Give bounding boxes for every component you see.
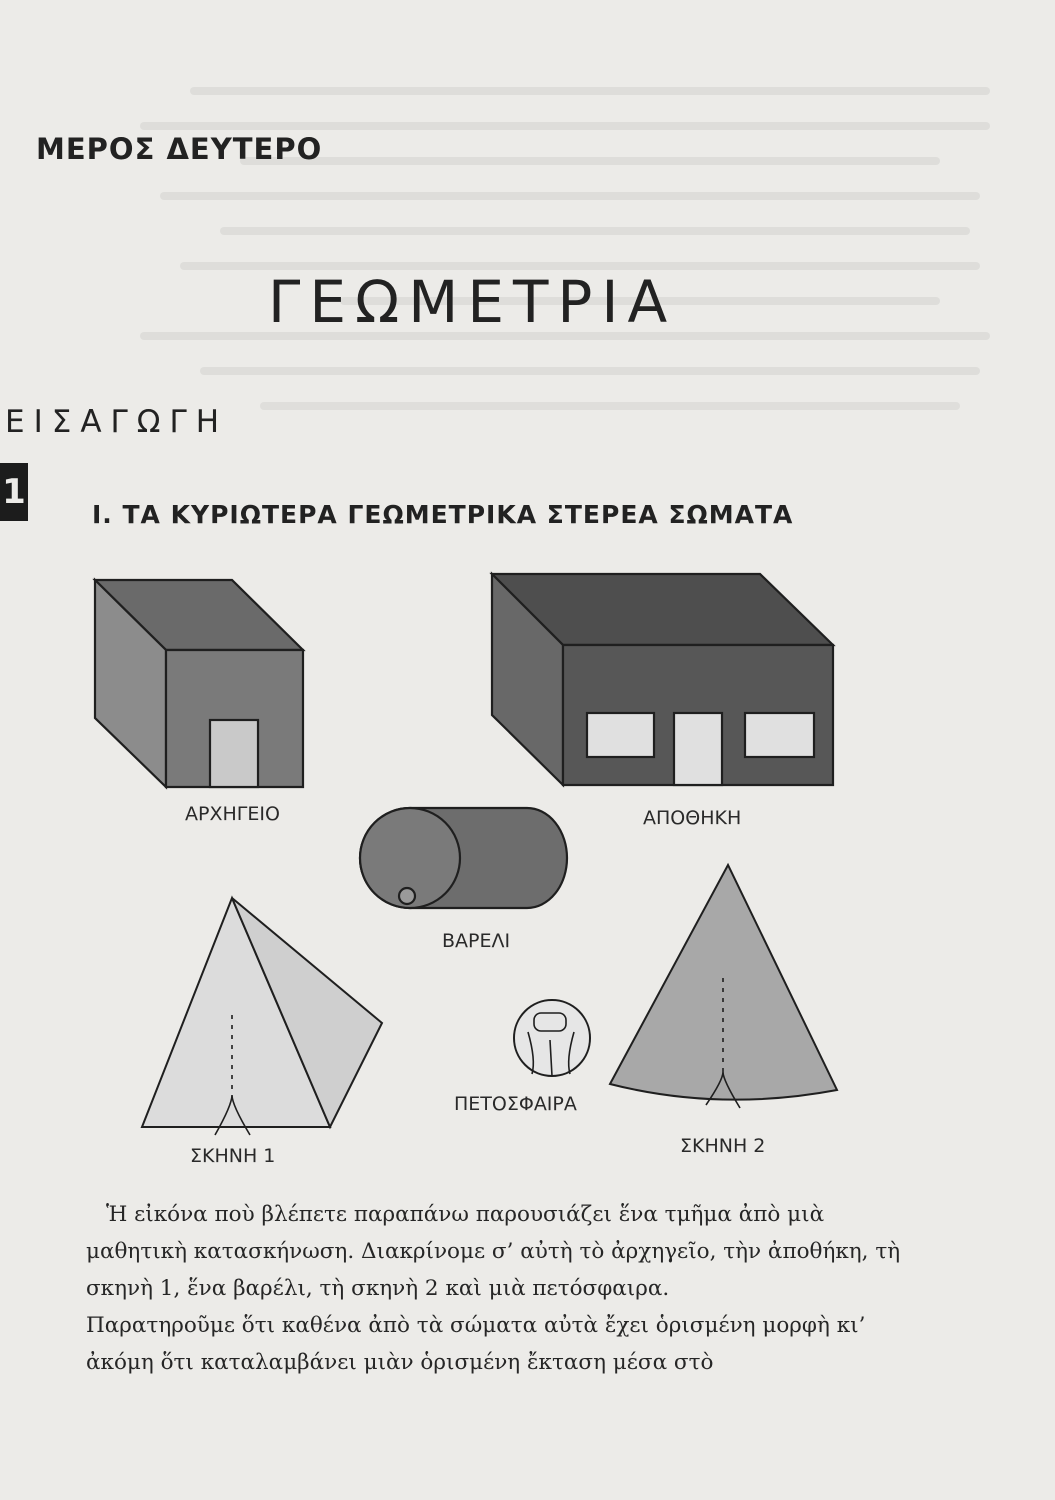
storehouse-box xyxy=(492,574,833,785)
chapter-number-tab: 1 xyxy=(0,463,28,521)
camp-illustration xyxy=(60,560,860,1170)
headquarters-box xyxy=(95,580,303,787)
paragraph-1: Ἡ εἰκόνα ποὺ βλέπετε παραπάνω παρουσιάζει ἕνα τμῆμα ἀπὸ μιὰ μαθητικὴ κατασκήνωση. Διακρίνομε σ’ αὐτὴ τὸ ἀρχηγεῖο, τὴν ἀποθήκη, τὴ σκηνὴ 1, ἕνα βαρέλι, τὴ σκηνὴ 2 καὶ μιὰ πετόσφαιρα. xyxy=(86,1202,901,1301)
page-title: ΓΕΩΜΕΤΡΙΑ xyxy=(268,268,677,336)
headquarters-label: ΑΡΧΗΓΕΙΟ xyxy=(185,803,280,825)
introduction-heading: ΕΙΣΑΓΩΓΗ xyxy=(5,404,229,440)
storehouse-label: ΑΠΟΘΗΚΗ xyxy=(643,807,742,829)
section-title: Ι. ΤΑ ΚΥΡΙΩΤΕΡΑ ΓΕΩΜΕΤΡΙΚΑ ΣΤΕΡΕΑ ΣΩΜΑΤΑ xyxy=(92,500,794,529)
barrel-cylinder xyxy=(360,808,567,908)
barrel-label: ΒΑΡΕΛΙ xyxy=(442,930,511,952)
tent2-cone xyxy=(610,865,837,1108)
volleyball-label: ΠΕΤΟΣΦΑΙΡΑ xyxy=(454,1093,577,1115)
part-heading: ΜΕΡΟΣ ΔΕΥΤΕΡΟ xyxy=(36,132,323,166)
body-text xyxy=(86,1196,906,1381)
tent2-label: ΣΚΗΝΗ 2 xyxy=(680,1135,766,1157)
paragraph-2: Παρατηροῦμε ὅτι καθένα ἀπὸ τὰ σώματα αὐτὰ ἔχει ὁρισμένη μορφὴ κι’ ἀκόμη ὅτι καταλαμβάνει μιὰν ὁρισμένη ἔκταση μέσα στὸ xyxy=(86,1313,866,1375)
camp-figure xyxy=(60,560,860,1170)
tent1-label: ΣΚΗΝΗ 1 xyxy=(190,1145,276,1167)
volleyball-sphere xyxy=(514,1000,590,1076)
tent1-pyramid xyxy=(142,898,382,1135)
